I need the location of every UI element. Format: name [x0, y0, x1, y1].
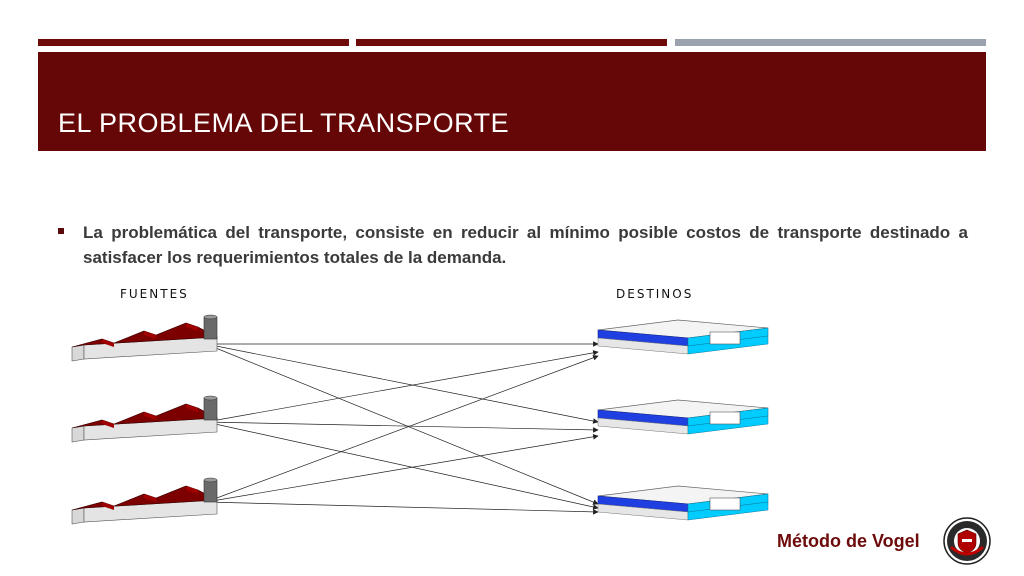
transport-diagram: [60, 282, 780, 542]
destination-warehouse-1: [598, 320, 768, 354]
source-factory-2: [72, 396, 217, 442]
connection-arrows: [206, 344, 598, 512]
footer-method-label: Método de Vogel: [777, 531, 920, 551]
arrow-f1-d2: [206, 344, 598, 422]
arrow-f3-d2: [206, 436, 598, 502]
arrow-f2-d3: [206, 422, 598, 508]
slide-title: EL PROBLEMA DEL TRANSPORTE: [58, 108, 510, 138]
title-band: [38, 52, 986, 151]
bullet-marker: [58, 228, 64, 234]
top-accent-bar-3: [675, 39, 986, 46]
sources-label: FUENTES: [120, 287, 189, 301]
top-accent-bar-1: [38, 39, 349, 46]
arrow-f2-d1: [206, 352, 598, 422]
destination-warehouse-3: [598, 486, 768, 520]
source-factory-3: [72, 478, 217, 524]
destination-warehouse-2: [598, 400, 768, 434]
university-seal-logo: [943, 517, 991, 565]
source-factory-1: [72, 315, 217, 361]
bullet-text: La problemática del transporte, consiste en reducir al mínimo posible costos de transporte destinado a satisfacer los requerimientos totales de la demanda.: [83, 223, 968, 267]
top-accent-bar-2: [356, 39, 667, 46]
arrow-f3-d3: [206, 502, 598, 512]
destinations-label: DESTINOS: [616, 287, 694, 301]
